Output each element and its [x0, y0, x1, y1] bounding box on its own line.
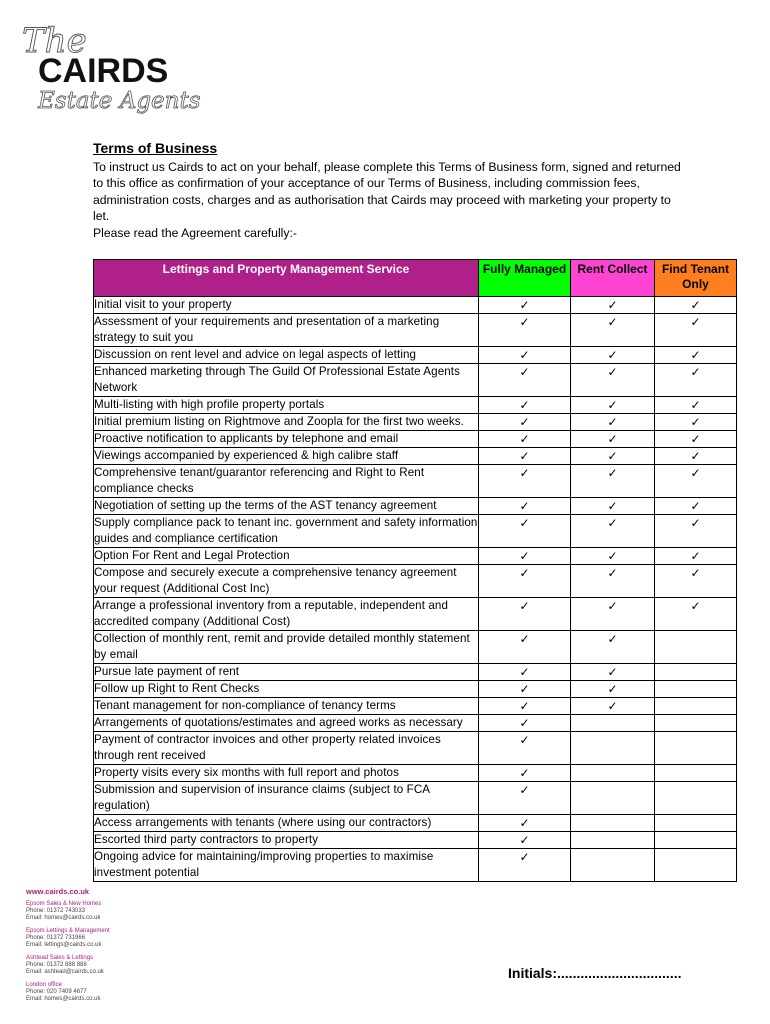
fully-managed-tick: ✓	[479, 548, 571, 565]
rent-collect-tick: ✓	[571, 297, 655, 314]
rent-collect-tick	[571, 765, 655, 782]
service-description: Proactive notification to applicants by telephone and email	[94, 431, 479, 448]
service-description: Assessment of your requirements and presentation of a marketing strategy to suit you	[94, 314, 479, 347]
rent-collect-tick: ✓	[571, 347, 655, 364]
terms-heading: Terms of Business	[93, 140, 218, 156]
table-row	[94, 815, 737, 832]
find-tenant-tick: ✓	[655, 397, 737, 414]
rent-collect-tick: ✓	[571, 431, 655, 448]
find-tenant-tick: ✓	[655, 498, 737, 515]
service-description: Arrangements of quotations/estimates and agreed works as necessary	[94, 715, 479, 732]
service-description: Initial visit to your property	[94, 297, 479, 314]
fully-managed-tick: ✓	[479, 297, 571, 314]
rent-collect-tick: ✓	[571, 565, 655, 598]
office-phone: Phone: 01372 731966	[26, 935, 86, 941]
office-email: Email: homes@cairds.co.uk	[26, 915, 101, 921]
fully-managed-tick: ✓	[479, 448, 571, 465]
fully-managed-tick: ✓	[479, 598, 571, 631]
fully-managed-tick: ✓	[479, 515, 571, 548]
terms-body: To instruct us Cairds to act on your behalf, please complete this Terms of Business form, signed and returned to this office as confirmation of your acceptance of our Terms of Business, including commission fees, administration costs, charges and as authorisation that Cairds may proceed with marketing your property to let.	[93, 160, 681, 224]
service-description: Compose and securely execute a comprehensive tenancy agreement your request (Additional Cost Inc)	[94, 565, 479, 598]
table-row	[94, 431, 737, 448]
initials-label: Initials:	[508, 965, 558, 981]
find-tenant-tick	[655, 782, 737, 815]
rent-collect-tick	[571, 782, 655, 815]
find-tenant-tick: ✓	[655, 431, 737, 448]
table-row	[94, 832, 737, 849]
rent-collect-tick: ✓	[571, 548, 655, 565]
rent-collect-tick: ✓	[571, 314, 655, 347]
find-tenant-tick	[655, 698, 737, 715]
table-row	[94, 782, 737, 815]
rent-collect-tick	[571, 849, 655, 882]
table-row	[94, 681, 737, 698]
office-email: Email: ashtead@cairds.co.uk	[26, 969, 104, 975]
office-email: Email: homes@cairds.co.uk	[26, 996, 101, 1002]
rent-collect-tick: ✓	[571, 681, 655, 698]
logo-the: The	[22, 21, 87, 61]
service-description: Escorted third party contractors to property	[94, 832, 479, 849]
rent-collect-tick: ✓	[571, 498, 655, 515]
service-description: Option For Rent and Legal Protection	[94, 548, 479, 565]
find-tenant-tick	[655, 681, 737, 698]
fully-managed-tick: ✓	[479, 565, 571, 598]
table-row	[94, 565, 737, 598]
fully-managed-tick: ✓	[479, 832, 571, 849]
service-description: Property visits every six months with full report and photos	[94, 765, 479, 782]
table-row	[94, 414, 737, 431]
initials-field[interactable]	[508, 965, 681, 981]
find-tenant-tick: ✓	[655, 364, 737, 397]
office-name: London office	[26, 982, 62, 988]
table-row	[94, 548, 737, 565]
service-description: Collection of monthly rent, remit and provide detailed monthly statement by email	[94, 631, 479, 664]
find-tenant-tick: ✓	[655, 347, 737, 364]
find-tenant-tick: ✓	[655, 598, 737, 631]
fully-managed-tick: ✓	[479, 431, 571, 448]
service-description: Tenant management for non-compliance of tenancy terms	[94, 698, 479, 715]
rent-collect-tick: ✓	[571, 465, 655, 498]
find-tenant-tick	[655, 849, 737, 882]
table-row	[94, 297, 737, 314]
service-description: Follow up Right to Rent Checks	[94, 681, 479, 698]
service-description: Pursue late payment of rent	[94, 664, 479, 681]
fully-managed-tick: ✓	[479, 631, 571, 664]
find-tenant-tick: ✓	[655, 565, 737, 598]
cairds-logo	[18, 20, 218, 115]
office-phone: Phone: 020 7409 4677	[26, 989, 87, 995]
rent-collect-tick: ✓	[571, 448, 655, 465]
find-tenant-tick	[655, 815, 737, 832]
table-row	[94, 397, 737, 414]
rent-collect-tick: ✓	[571, 664, 655, 681]
header-rent-collect: Rent Collect	[571, 260, 655, 297]
service-description: Negotiation of setting up the terms of the AST tenancy agreement	[94, 498, 479, 515]
fully-managed-tick: ✓	[479, 732, 571, 765]
rent-collect-tick	[571, 732, 655, 765]
initials-dots: ................................	[557, 965, 682, 981]
service-description: Arrange a professional inventory from a reputable, independent and accredited company (Additional Cost)	[94, 598, 479, 631]
office-phone: Phone: 01372 888 888	[26, 962, 87, 968]
footer-office	[26, 928, 166, 949]
terms-note: Please read the Agreement carefully:-	[93, 225, 297, 240]
find-tenant-tick: ✓	[655, 548, 737, 565]
rent-collect-tick: ✓	[571, 631, 655, 664]
fully-managed-tick: ✓	[479, 397, 571, 414]
footer-website: www.cairds.co.uk	[26, 887, 90, 896]
logo-estate-agents: Estate Agents	[38, 88, 201, 114]
fully-managed-tick: ✓	[479, 465, 571, 498]
service-description: Multi-listing with high profile property portals	[94, 397, 479, 414]
service-description: Ongoing advice for maintaining/improving properties to maximise investment potential	[94, 849, 479, 882]
footer-office	[26, 955, 166, 976]
table-row	[94, 314, 737, 347]
footer-office	[26, 982, 166, 1003]
table-row	[94, 465, 737, 498]
rent-collect-tick: ✓	[571, 515, 655, 548]
find-tenant-tick: ✓	[655, 465, 737, 498]
find-tenant-tick	[655, 765, 737, 782]
fully-managed-tick: ✓	[479, 364, 571, 397]
office-email: Email: lettings@cairds.co.uk	[26, 942, 102, 948]
rent-collect-tick: ✓	[571, 397, 655, 414]
rent-collect-tick	[571, 815, 655, 832]
fully-managed-tick: ✓	[479, 414, 571, 431]
fully-managed-tick: ✓	[479, 664, 571, 681]
service-description: Enhanced marketing through The Guild Of Professional Estate Agents Network	[94, 364, 479, 397]
fully-managed-tick: ✓	[479, 782, 571, 815]
services-table-body	[94, 297, 737, 882]
fully-managed-tick: ✓	[479, 765, 571, 782]
office-name: Epsom Lettings & Management	[26, 928, 110, 934]
fully-managed-tick: ✓	[479, 347, 571, 364]
services-table	[93, 259, 737, 882]
service-description: Discussion on rent level and advice on legal aspects of letting	[94, 347, 479, 364]
find-tenant-tick	[655, 664, 737, 681]
service-description: Access arrangements with tenants (where using our contractors)	[94, 815, 479, 832]
table-row	[94, 364, 737, 397]
rent-collect-tick	[571, 832, 655, 849]
find-tenant-tick	[655, 715, 737, 732]
service-description: Viewings accompanied by experienced & high calibre staff	[94, 448, 479, 465]
find-tenant-tick: ✓	[655, 297, 737, 314]
header-fully-managed: Fully Managed	[479, 260, 571, 297]
find-tenant-tick: ✓	[655, 448, 737, 465]
office-phone: Phone: 01372 743033	[26, 908, 86, 914]
fully-managed-tick: ✓	[479, 314, 571, 347]
table-row	[94, 498, 737, 515]
rent-collect-tick: ✓	[571, 598, 655, 631]
find-tenant-tick	[655, 732, 737, 765]
rent-collect-tick: ✓	[571, 364, 655, 397]
footer-office	[26, 901, 166, 922]
table-row	[94, 732, 737, 765]
office-name: Ashtead Sales & Lettings	[26, 955, 94, 961]
table-row	[94, 765, 737, 782]
rent-collect-tick: ✓	[571, 698, 655, 715]
table-row	[94, 631, 737, 664]
table-row	[94, 664, 737, 681]
find-tenant-tick: ✓	[655, 314, 737, 347]
table-row	[94, 347, 737, 364]
table-row	[94, 715, 737, 732]
find-tenant-tick	[655, 631, 737, 664]
header-find-tenant: Find Tenant Only	[655, 260, 737, 297]
office-name: Epsom Sales & New Homes	[26, 901, 102, 907]
fully-managed-tick: ✓	[479, 815, 571, 832]
fully-managed-tick: ✓	[479, 849, 571, 882]
table-row	[94, 849, 737, 882]
find-tenant-tick: ✓	[655, 515, 737, 548]
table-row	[94, 448, 737, 465]
footer-contacts	[26, 888, 166, 1009]
header-service: Lettings and Property Management Service	[94, 260, 479, 297]
fully-managed-tick: ✓	[479, 681, 571, 698]
footer-offices	[26, 901, 166, 1003]
terms-section	[93, 140, 683, 241]
table-row	[94, 698, 737, 715]
logo-cairds: CAIRDS	[38, 52, 169, 90]
table-row	[94, 598, 737, 631]
service-description: Comprehensive tenant/guarantor referencing and Right to Rent compliance checks	[94, 465, 479, 498]
rent-collect-tick: ✓	[571, 414, 655, 431]
table-row	[94, 515, 737, 548]
service-description: Payment of contractor invoices and other property related invoices through rent received	[94, 732, 479, 765]
rent-collect-tick	[571, 715, 655, 732]
find-tenant-tick: ✓	[655, 414, 737, 431]
service-description: Supply compliance pack to tenant inc. government and safety information guides and compliance certification	[94, 515, 479, 548]
find-tenant-tick	[655, 832, 737, 849]
service-description: Initial premium listing on Rightmove and Zoopla for the first two weeks.	[94, 414, 479, 431]
fully-managed-tick: ✓	[479, 715, 571, 732]
fully-managed-tick: ✓	[479, 498, 571, 515]
fully-managed-tick: ✓	[479, 698, 571, 715]
service-description: Submission and supervision of insurance claims (subject to FCA regulation)	[94, 782, 479, 815]
